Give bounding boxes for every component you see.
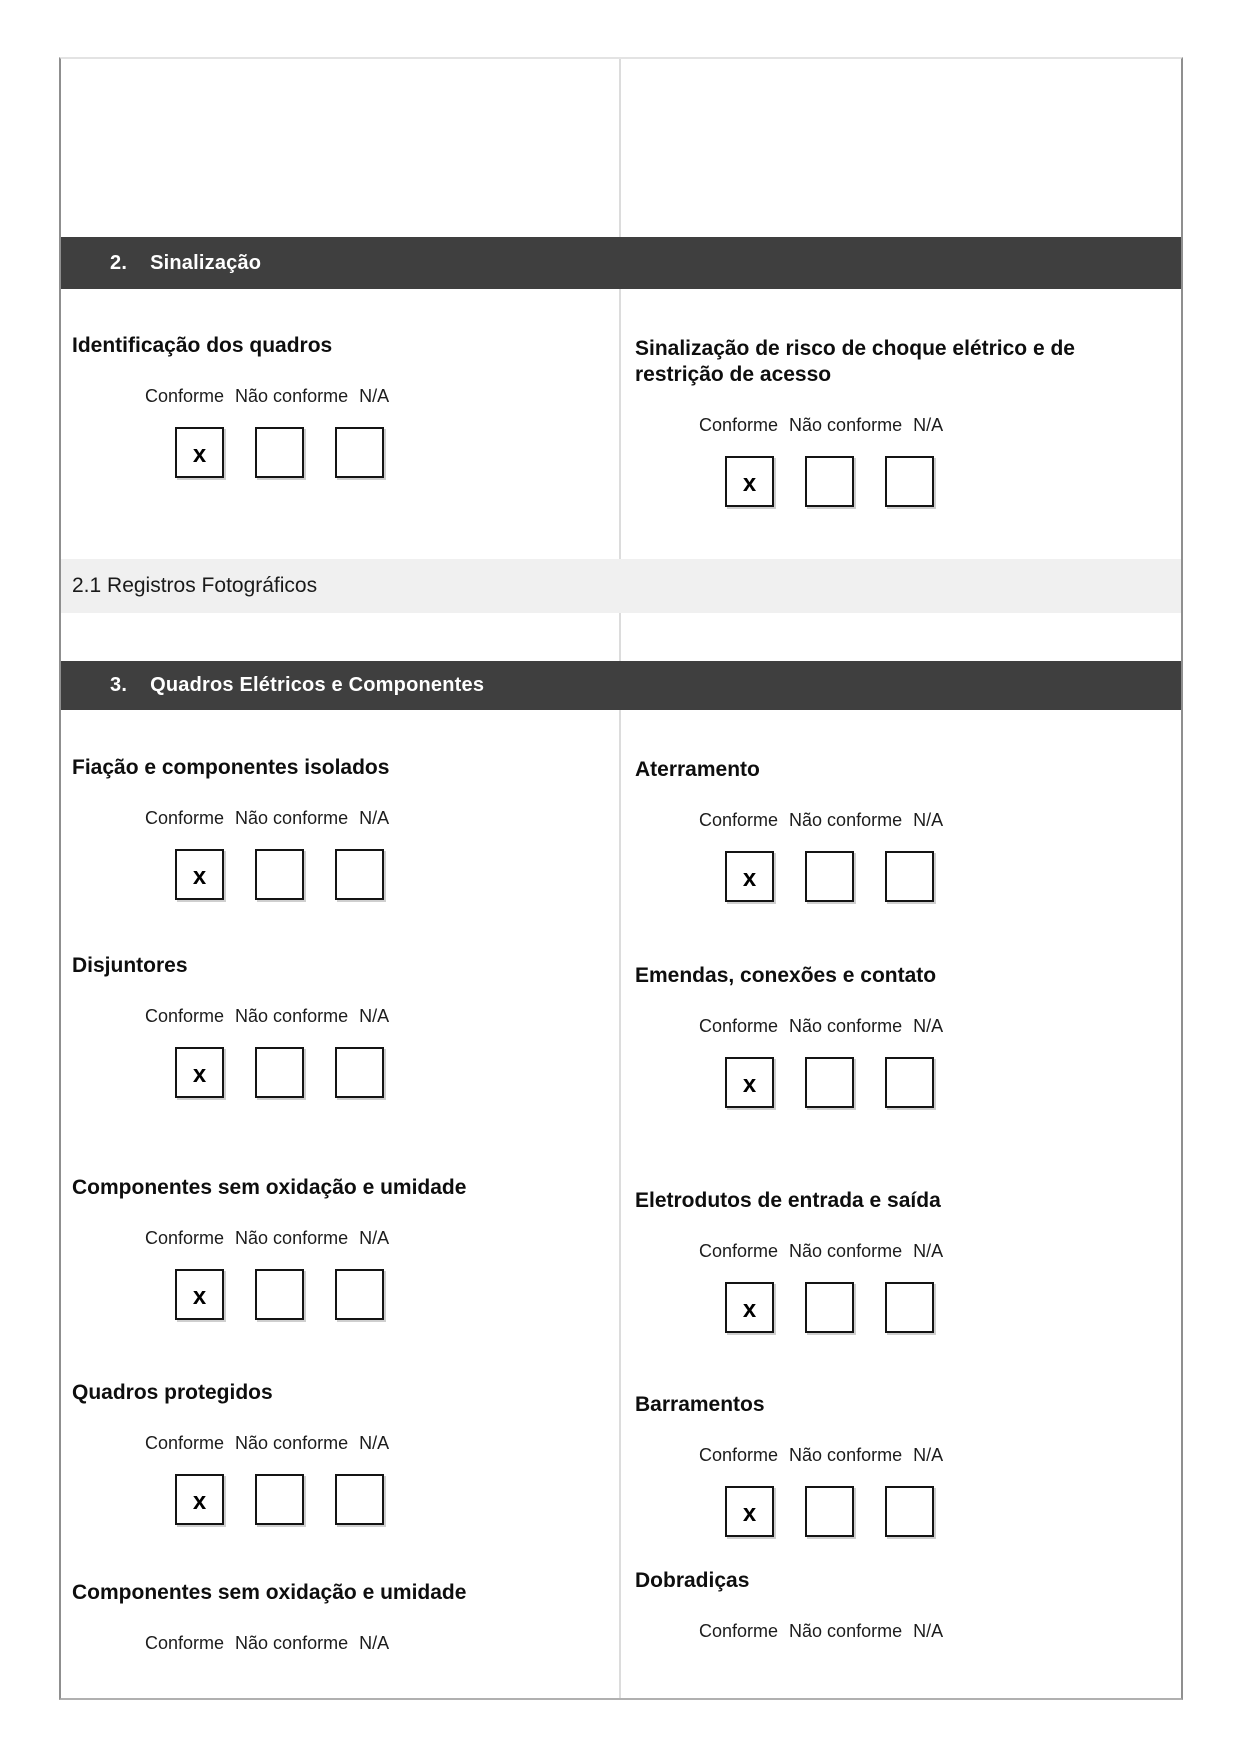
option-label-nao-conforme: Não conforme (235, 1633, 349, 1653)
options-labels (61, 808, 619, 828)
subsection-2-1-row (61, 559, 1181, 613)
option-label-nao-conforme: Não conforme (789, 415, 903, 435)
check-mark: x (742, 1499, 757, 1527)
options-labels (621, 415, 1179, 435)
option-label-na: N/A (913, 1016, 944, 1036)
checkbox-nao-conforme[interactable] (255, 1474, 304, 1525)
item-title: Aterramento (635, 758, 760, 781)
checkbox-conforme[interactable] (175, 1047, 224, 1098)
checkbox-row (621, 1282, 1179, 1333)
checkbox-nao-conforme[interactable] (255, 849, 304, 900)
option-label-na: N/A (359, 1228, 390, 1248)
option-label-nao-conforme: Não conforme (789, 1241, 903, 1261)
section-3-number: 3. (110, 674, 128, 696)
check-mark: x (742, 864, 757, 892)
checkbox-conforme[interactable] (175, 849, 224, 900)
checklist-item-componentes-oxidacao-2 (61, 1580, 619, 1653)
checkbox-row (61, 849, 619, 900)
option-label-conforme: Conforme (145, 1228, 225, 1248)
checkbox-na[interactable] (335, 1269, 384, 1320)
option-label-na: N/A (913, 1241, 944, 1261)
column-divider (619, 613, 621, 661)
option-label-na: N/A (359, 1633, 390, 1653)
checklist-item-dobradicas (621, 1568, 1179, 1641)
option-label-na: N/A (913, 810, 944, 830)
checkbox-nao-conforme[interactable] (255, 1269, 304, 1320)
option-label-nao-conforme: Não conforme (235, 1433, 349, 1453)
checkbox-nao-conforme[interactable] (805, 851, 854, 902)
option-label-nao-conforme: Não conforme (789, 810, 903, 830)
section-2-number: 2. (110, 251, 128, 274)
checkbox-conforme[interactable] (725, 1486, 774, 1537)
options-labels (61, 1228, 619, 1248)
options-labels (621, 810, 1179, 830)
checkbox-row (621, 1057, 1179, 1108)
checkbox-na[interactable] (335, 849, 384, 900)
checklist-item-quadros-protegidos (61, 1380, 619, 1525)
checkbox-na[interactable] (885, 851, 934, 902)
option-label-na: N/A (359, 386, 390, 406)
option-label-na: N/A (359, 1433, 390, 1453)
item-title: Fiação e componentes isolados (72, 756, 390, 779)
section-3-title: Quadros Elétricos e Componentes (150, 674, 485, 696)
option-label-nao-conforme: Não conforme (789, 1445, 903, 1465)
section-3-header (61, 661, 1181, 710)
option-label-nao-conforme: Não conforme (235, 1006, 349, 1026)
option-label-nao-conforme: Não conforme (789, 1621, 903, 1641)
column-divider (619, 59, 621, 237)
checkbox-nao-conforme[interactable] (255, 1047, 304, 1098)
item-title: Eletrodutos de entrada e saída (635, 1189, 941, 1212)
checkbox-row (621, 851, 1179, 902)
option-label-conforme: Conforme (145, 1633, 225, 1653)
options-labels (61, 1433, 619, 1453)
checkbox-conforme[interactable] (725, 1057, 774, 1108)
option-label-conforme: Conforme (699, 1016, 779, 1036)
checklist-item-emendas (621, 963, 1179, 1108)
item-title: Componentes sem oxidação e umidade (72, 1176, 467, 1199)
checkbox-conforme[interactable] (175, 427, 224, 478)
check-mark: x (742, 1295, 757, 1323)
check-mark: x (192, 1060, 207, 1088)
option-label-conforme: Conforme (145, 1433, 225, 1453)
checkbox-row (61, 427, 619, 478)
checkbox-row (621, 456, 1179, 507)
section-2-header (61, 237, 1181, 289)
checkbox-nao-conforme[interactable] (805, 456, 854, 507)
checkbox-conforme[interactable] (175, 1474, 224, 1525)
item-title: Identificação dos quadros (72, 334, 333, 357)
item-title: Componentes sem oxidação e umidade (72, 1581, 467, 1604)
checklist-item-aterramento (621, 757, 1179, 902)
options-labels (621, 1016, 1179, 1036)
item-title: Barramentos (635, 1393, 765, 1416)
checklist-item-eletrodutos (621, 1188, 1179, 1333)
checkbox-row (61, 1269, 619, 1320)
item-title: Disjuntores (72, 954, 188, 977)
option-label-na: N/A (359, 808, 390, 828)
options-labels (61, 1633, 619, 1653)
option-label-nao-conforme: Não conforme (789, 1016, 903, 1036)
item-title: Dobradiças (635, 1569, 750, 1592)
options-labels (621, 1241, 1179, 1261)
subsection-2-1-label: 2.1 Registros Fotográficos (72, 574, 318, 597)
checklist-item-barramentos (621, 1392, 1179, 1537)
check-mark: x (742, 469, 757, 497)
option-label-conforme: Conforme (145, 808, 225, 828)
checkbox-na[interactable] (885, 1282, 934, 1333)
item-title: Quadros protegidos (72, 1381, 273, 1404)
checklist-item-sinalizacao-de-risco (621, 336, 1179, 507)
checkbox-nao-conforme[interactable] (255, 427, 304, 478)
option-label-conforme: Conforme (145, 1006, 225, 1026)
option-label-conforme: Conforme (699, 1241, 779, 1261)
option-label-na: N/A (913, 1621, 944, 1641)
checklist-item-componentes-oxidacao-1 (61, 1175, 619, 1320)
option-label-conforme: Conforme (699, 810, 779, 830)
checklist-item-fiacao (61, 755, 619, 900)
checkbox-na[interactable] (335, 1474, 384, 1525)
checkbox-na[interactable] (885, 1057, 934, 1108)
item-title: Emendas, conexões e contato (635, 964, 937, 987)
checkbox-nao-conforme[interactable] (805, 1282, 854, 1333)
option-label-na: N/A (913, 1445, 944, 1465)
checkbox-na[interactable] (885, 456, 934, 507)
item-title: Sinalização de risco de choque elétrico e de restrição de acesso (635, 337, 1075, 386)
checkbox-conforme[interactable] (725, 851, 774, 902)
option-label-conforme: Conforme (699, 415, 779, 435)
check-mark: x (192, 440, 207, 468)
check-mark: x (192, 862, 207, 890)
option-label-conforme: Conforme (145, 386, 225, 406)
checkbox-conforme[interactable] (725, 456, 774, 507)
check-mark: x (742, 1070, 757, 1098)
check-mark: x (192, 1282, 207, 1310)
checkbox-row (61, 1474, 619, 1525)
checkbox-conforme[interactable] (175, 1269, 224, 1320)
option-label-conforme: Conforme (699, 1621, 779, 1641)
option-label-nao-conforme: Não conforme (235, 386, 349, 406)
checkbox-nao-conforme[interactable] (805, 1057, 854, 1108)
checklist-item-identificacao-dos-quadros (61, 333, 619, 478)
options-labels (621, 1445, 1179, 1465)
option-label-na: N/A (359, 1006, 390, 1026)
section-2-title: Sinalização (150, 251, 262, 274)
option-label-conforme: Conforme (699, 1445, 779, 1465)
checklist-table (59, 57, 1183, 1700)
checkbox-conforme[interactable] (725, 1282, 774, 1333)
checkbox-na[interactable] (885, 1486, 934, 1537)
options-labels (61, 386, 619, 406)
check-mark: x (192, 1487, 207, 1515)
checkbox-row (61, 1047, 619, 1098)
option-label-nao-conforme: Não conforme (235, 1228, 349, 1248)
checkbox-na[interactable] (335, 1047, 384, 1098)
options-labels (61, 1006, 619, 1026)
checkbox-na[interactable] (335, 427, 384, 478)
option-label-na: N/A (913, 415, 944, 435)
checkbox-row (621, 1486, 1179, 1537)
checklist-item-disjuntores (61, 953, 619, 1098)
checkbox-nao-conforme[interactable] (805, 1486, 854, 1537)
option-label-nao-conforme: Não conforme (235, 808, 349, 828)
options-labels (621, 1621, 1179, 1641)
